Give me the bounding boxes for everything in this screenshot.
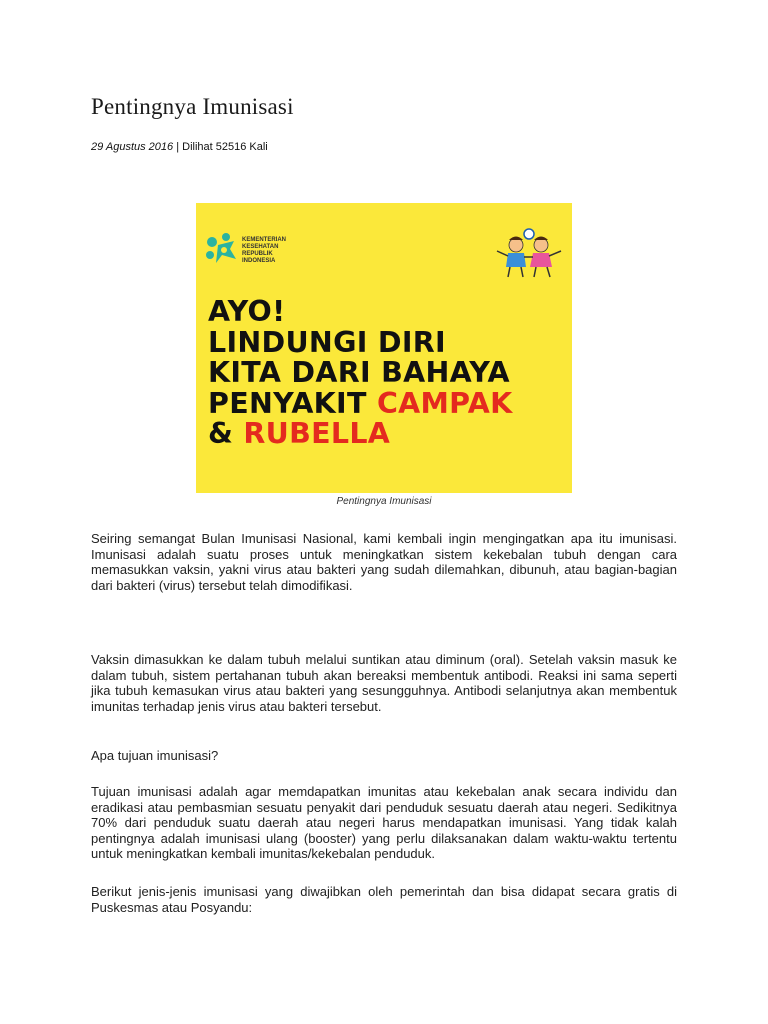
headline-line xyxy=(208,386,513,420)
article-meta xyxy=(91,141,268,153)
banner-headline xyxy=(208,297,512,450)
section-question: Apa tujuan imunisasi? xyxy=(91,748,219,763)
headline-text: PENYAKIT xyxy=(208,386,377,420)
paragraph-intro: Seiring semangat Bulan Imunisasi Nasional, kami kembali ingin mengingatkan apa itu imunisasi. Imunisasi adalah suatu proses untuk meningkatkan sistem kekebalan tubuh dengan cara memasukkan vaksin, yakni virus atau bakteri yang sudah dilemahkan, dibunuh, atau bagian-bagian dari bakteri (virus) tersebut telah dimodifikasi. xyxy=(91,531,677,593)
campaign-banner-image xyxy=(196,203,572,493)
headline-text: & xyxy=(208,417,244,450)
article-title: Pentingnya Imunisasi xyxy=(91,94,294,119)
meta-separator: | xyxy=(176,141,180,153)
view-count: Dilihat 52516 Kali xyxy=(182,141,268,153)
children-mascot-icon xyxy=(494,227,564,279)
headline-line: KITA DARI BAHAYA xyxy=(208,356,510,389)
paragraph-types-intro: Berikut jenis-jenis imunisasi yang diwajibkan oleh pemerintah dan bisa didapat secara gratis di Puskesmas atau Posyandu: xyxy=(91,884,677,915)
image-caption: Pentingnya Imunisasi xyxy=(336,496,432,507)
headline-line: AYO! xyxy=(208,295,286,328)
paragraph-purpose: Tujuan imunisasi adalah agar memdapatkan imunitas atau kekebalan anak secara individu dan eradikasi atau pembasmian sesuatu penyakit dari penduduk sesuatu daerah atau negeri. Sedikitnya 70% dari penduduk suatu daerah atau negeri harus mendapatkan imunisasi. Yang tidak kalah pentingnya adalah imunisasi ulang (booster) yang perlu dilaksanakan dalam waktu-waktu tertentu untuk meningkatkan kembali imunitas/kekebalan penduduk. xyxy=(91,784,677,862)
headline-line: LINDUNGI DIRI xyxy=(208,325,446,359)
ministry-logo-text: KEMENTERIAN KESEHATAN REPUBLIK INDONESIA xyxy=(242,237,287,264)
headline-line xyxy=(208,419,512,450)
kemenkes-logo-icon xyxy=(204,231,240,267)
headline-highlight: CAMPAK xyxy=(376,386,513,420)
publish-date: 29 Agustus 2016 xyxy=(91,141,174,153)
paragraph-vaccine: Vaksin dimasukkan ke dalam tubuh melalui suntikan atau diminum (oral). Setelah vaksin masuk ke dalam tubuh, sistem pertahanan tubuh akan bereaksi membentuk antibodi. Reaksi ini sama seperti jika tubuh kemasukan virus atau bakteri yang sesungguhnya. Antibodi selanjutnya akan membentuk imunitas terhadap jenis virus atau bakteri tersebut. xyxy=(91,652,677,714)
headline-highlight: RUBELLA xyxy=(243,417,391,450)
